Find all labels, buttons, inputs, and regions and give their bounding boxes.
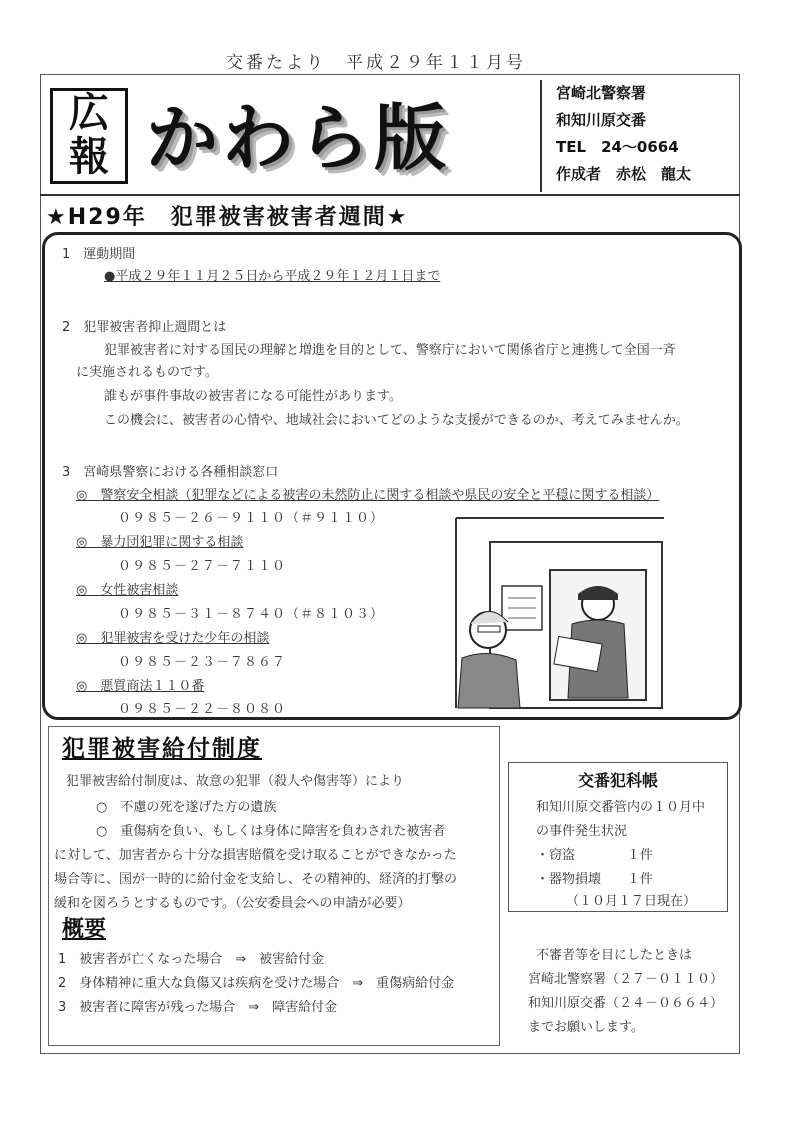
item2-para1: 犯罪被害者に対する国民の理解と増進を目的として、警察庁において関係省庁と連携して全国一斉 xyxy=(104,343,676,358)
police-illustration xyxy=(428,512,668,710)
overview-title: 概要 xyxy=(62,917,107,942)
author-label: 作成者 xyxy=(556,165,602,183)
consult-label: ◎ 悪質商法１１０番 xyxy=(76,679,205,694)
station-info xyxy=(540,80,736,192)
crime-log-item: ・窃盗 １件 xyxy=(536,848,654,863)
benefit-text: 場合等に、国が一時的に給付金を支給し、その精神的、経済的打撃の xyxy=(54,872,458,887)
author-name: 赤松 龍太 xyxy=(616,165,692,183)
tel-line xyxy=(556,134,736,161)
consult-phone: ０９８５－２６－９１１０（＃９１１０） xyxy=(118,511,385,526)
consult-label: ◎ 警察安全相談（犯罪などによる被害の未然防止に関する相談や県民の安全と平穏に関する相談） xyxy=(76,488,660,503)
consult-label: ◎ 暴力団犯罪に関する相談 xyxy=(76,535,244,550)
koho-seal xyxy=(50,88,128,184)
consult-label: ◎ 犯罪被害を受けた少年の相談 xyxy=(76,631,270,646)
overview-item: 1 被害者が亡くなった場合 ⇒ 被害給付金 xyxy=(58,952,325,967)
crime-log-text: の事件発生状況 xyxy=(536,824,628,839)
item1-title: 1 運動期間 xyxy=(62,247,136,262)
overview-item: 3 被害者に障害が残った場合 ⇒ 障害給付金 xyxy=(58,1000,338,1015)
issue-label: 交番たより 平成２９年１１月号 xyxy=(226,53,526,73)
overview-item: 2 身体精神に重大な負傷又は疾病を受けた場合 ⇒ 重傷病給付金 xyxy=(58,976,455,991)
item2-para1-cont: に実施されるものです。 xyxy=(76,365,218,380)
consult-phone: ０９８５－２２－８０８０ xyxy=(118,702,287,717)
benefit-item: ○ 重傷病を負い、もしくは身体に障害を負わされた被害者 xyxy=(96,824,446,839)
tel-number: 24～0664 xyxy=(601,138,679,156)
item2-title: 2 犯罪被害者抑止週間とは xyxy=(62,320,227,335)
tel-label: TEL xyxy=(556,138,587,156)
consult-phone: ０９８５－２３－７８６７ xyxy=(118,655,287,670)
consult-phone: ０９８５－２７－７１１０ xyxy=(118,559,287,574)
crime-log-date: （１０月１７日現在） xyxy=(566,894,697,909)
koho-top: 広 xyxy=(69,90,109,136)
notice-text: までお願いします。 xyxy=(528,1020,644,1035)
notice-phone: 和知川原交番（２４－０６６４） xyxy=(528,996,724,1011)
benefit-title: 犯罪被害給付制度 xyxy=(62,736,262,762)
koho-bottom: 報 xyxy=(69,134,109,180)
item3-title: 3 宮崎県警察における各種相談窓口 xyxy=(62,465,279,480)
koban-name: 和知川原交番 xyxy=(556,111,647,129)
crime-log-text: 和知川原交番管内の１０月中 xyxy=(536,800,706,815)
week-banner: ★H29年 犯罪被害被害者週間★ xyxy=(46,205,409,230)
benefit-intro: 犯罪被害給付制度は、故意の犯罪（殺人や傷害等）により xyxy=(66,774,405,789)
author-line xyxy=(556,161,736,188)
crime-log-item: ・器物損壊 １件 xyxy=(536,872,654,887)
notice-phone: 宮崎北警察署（２７－０１１０） xyxy=(528,972,724,987)
newsletter-title: かわら版 xyxy=(146,95,451,180)
item1-period: ●平成２９年１１月２５日から平成２９年１２月１日まで xyxy=(104,269,441,284)
item2-para2: 誰もが事件事故の被害者になる可能性があります。 xyxy=(104,389,402,404)
crime-log-title: 交番犯科帳 xyxy=(577,771,658,790)
benefit-text: に対して、加害者から十分な損害賠償を受け取ることができなかった xyxy=(54,848,457,863)
benefit-text: 緩和を図ろうとするものです。（公安委員会への申請が必要） xyxy=(54,896,411,911)
benefit-item: ○ 不慮の死を遂げた方の遺族 xyxy=(96,800,277,815)
station-name: 宮崎北警察署 xyxy=(556,84,647,102)
consult-label: ◎ 女性被害相談 xyxy=(76,583,179,598)
item2-para3: この機会に、被害者の心情や、地域社会においてどのような支援ができるのか、考えてみませんか。 xyxy=(104,413,689,428)
consult-phone: ０９８５－３１－８７４０（＃８１０３） xyxy=(118,607,385,622)
notice-text: 不審者等を目にしたときは xyxy=(536,948,693,963)
